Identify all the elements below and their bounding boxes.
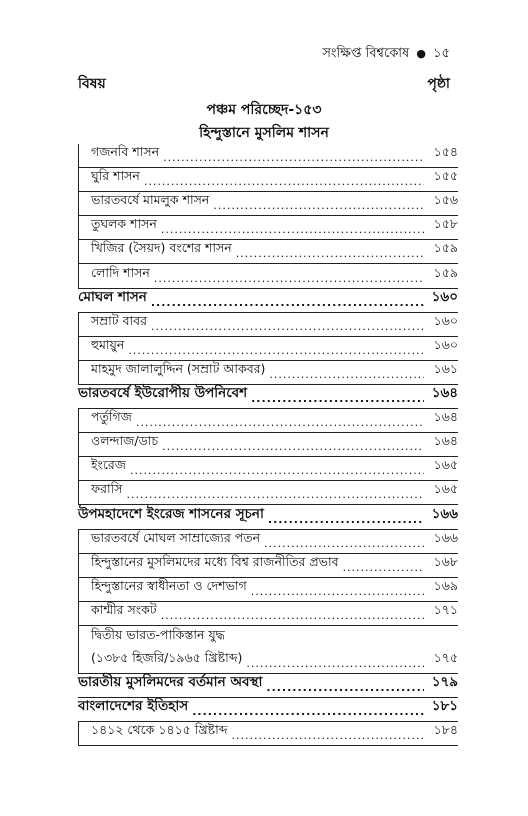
toc-entry-title: খিজির (সৈয়দ) বংশের শাসন	[91, 240, 232, 256]
page-number: ১৫	[433, 46, 450, 61]
dot-leader	[246, 657, 424, 670]
toc-entry	[78, 433, 458, 457]
dot-leader	[266, 681, 424, 694]
toc-entry-title: ভারতবর্ষে মামলুক শাসন	[91, 192, 210, 208]
toc-entry-page: ১৬৫	[433, 481, 458, 497]
toc-entry-page: ১৬৯	[433, 577, 458, 593]
toc-entry-page: ১৫৯	[433, 240, 458, 256]
dot-leader	[213, 199, 424, 212]
toc-entry	[78, 505, 458, 529]
toc-entry-page: ১৭৯	[431, 674, 458, 691]
toc-entry	[78, 457, 458, 481]
toc-entry	[78, 698, 458, 722]
toc-entry-page: ১৮৪	[433, 722, 458, 738]
dot-leader	[144, 175, 424, 188]
toc-entry	[78, 289, 458, 313]
toc-entry-title: কাশ্মীর সংকট	[91, 601, 157, 617]
toc-entry-page: ১৫৬	[433, 192, 458, 208]
dot-leader	[154, 272, 424, 285]
toc-entry-title: ভারতবর্ষে ইউরোপীয় উপনিবেশ	[78, 385, 248, 402]
dot-leader	[151, 320, 424, 333]
toc-entry	[78, 626, 458, 650]
toc-entry-title: মাহমুদ জালালুদ্দিন (সম্রাট আকবর)	[91, 360, 266, 376]
toc-entry	[78, 192, 458, 216]
toc-entry-title: ভারতবর্ষে মোঘল সাম্রাজ্যের পতন	[91, 529, 261, 545]
toc-entry-page: ১৬৬	[431, 505, 458, 522]
running-header	[322, 44, 450, 65]
toc-entry	[78, 578, 458, 602]
toc-entry-title: হিন্দুস্তানের মুসলিমদের মধ্যে বিশ্ব রাজনীতির প্রভাব	[91, 553, 339, 569]
toc-entry	[78, 144, 458, 168]
toc-entry-page: ১৫৮	[433, 216, 458, 232]
dot-leader	[161, 609, 424, 622]
toc-entry-page: ১৬৬	[433, 529, 458, 545]
dot-leader	[151, 296, 424, 309]
toc-entry-title: ইংরেজ	[91, 457, 126, 473]
toc-entry-page: ১৭১	[433, 601, 458, 617]
dot-leader	[128, 344, 424, 357]
toc-entry	[78, 168, 458, 192]
toc-entry-title: (১৩৮৫ হিজরি/১৯৬৫ খ্রিষ্টাব্দ)	[91, 650, 243, 666]
toc-entry-title: ১৪১২ থেকে ১৪১৫ খ্রিষ্টাব্দ	[91, 722, 228, 738]
book-title: সংক্ষিপ্ত বিশ্বকোষ	[322, 46, 410, 61]
dot-leader	[268, 513, 424, 526]
dot-leader	[236, 247, 424, 260]
toc-entry-title: মোঘল শাসন	[78, 288, 147, 305]
toc-entry-page: ১৭৫	[433, 650, 458, 666]
dot-leader	[136, 416, 424, 429]
toc-entry-title: দ্বিতীয় ভারত-পাকিস্তান যুদ্ধ	[91, 626, 225, 642]
dot-leader	[251, 585, 424, 598]
toc-entry-title: বাংলাদেশের ইতিহাস	[78, 698, 189, 715]
toc-entry-page: ১৮১	[431, 698, 458, 715]
toc-entry-page: ১৬৫	[433, 457, 458, 473]
dot-leader	[251, 392, 424, 405]
dot-leader	[161, 223, 424, 236]
toc-entry-title: হুমায়ুন	[91, 336, 125, 352]
dot-leader	[343, 561, 424, 574]
dot-leader	[126, 488, 424, 501]
toc-entry-page: ১৫৪	[433, 144, 458, 160]
toc-entry-page: ১৬০	[433, 336, 458, 352]
toc-entry-page: ১৬৮	[433, 553, 458, 569]
toc-entry-title: পর্তুগিজ	[91, 409, 132, 425]
toc-entry	[78, 554, 458, 578]
dot-leader	[269, 368, 424, 381]
toc-entry-title: হিন্দুস্তানের স্বাধীনতা ও দেশভাগ	[91, 577, 247, 593]
toc-entry-title: ওলন্দাজ/ডাচ	[91, 433, 159, 449]
toc-entry-title: ঘুরি শাসন	[91, 168, 140, 184]
toc-entry-title: সম্রাট বাবর	[91, 312, 147, 328]
toc-entry-page: ১৬০	[431, 288, 458, 305]
toc-entry-page: ১৬৪	[433, 433, 458, 449]
toc-entry-title: তুঘলক শাসন	[91, 216, 157, 232]
dot-leader	[163, 151, 424, 164]
toc-entry-title: গজনবি শাসন	[91, 144, 160, 160]
dot-leader	[130, 464, 424, 477]
toc-entry	[78, 722, 458, 746]
separator-dot: ●	[416, 47, 426, 60]
table-of-contents	[78, 144, 458, 746]
dot-leader	[264, 537, 424, 550]
toc-entry-title: ফরাসি	[91, 481, 123, 497]
toc-entry	[78, 337, 458, 361]
toc-entry-title: লোদি শাসন	[91, 264, 150, 280]
dot-leader	[162, 440, 424, 453]
toc-entry-page: ১৬১	[433, 360, 458, 376]
toc-entry	[78, 602, 458, 626]
toc-entry-page: ১৬০	[433, 312, 458, 328]
toc-entry-page: ১৬৪	[431, 385, 458, 402]
toc-entry-title: ভারতীয় মুসলিমদের বর্তমান অবস্থা	[78, 674, 263, 691]
toc-entry	[78, 385, 458, 409]
toc-entry	[78, 409, 458, 433]
page-heading: পৃষ্ঠা	[427, 76, 450, 92]
column-headers	[78, 72, 450, 96]
toc-entry	[78, 216, 458, 240]
toc-entry-title: উপমহাদেশে ইংরেজ শাসনের সূচনা	[78, 505, 264, 522]
chapter-subtitle: হিন্দুস্তানে মুসলিম শাসন	[199, 125, 329, 141]
dot-leader	[192, 705, 424, 718]
chapter-title: পঞ্চম পরিচ্ছেদ-১৫৩	[206, 102, 322, 118]
toc-entry-page: ১৬৪	[433, 409, 458, 425]
toc-entry-page: ১৫৫	[433, 168, 458, 184]
toc-entry	[78, 240, 458, 264]
toc-entry-page: ১৫৯	[433, 264, 458, 280]
toc-entry	[78, 313, 458, 337]
toc-entry	[78, 530, 458, 554]
subject-heading: বিষয়	[78, 76, 106, 92]
dot-leader	[232, 729, 424, 742]
